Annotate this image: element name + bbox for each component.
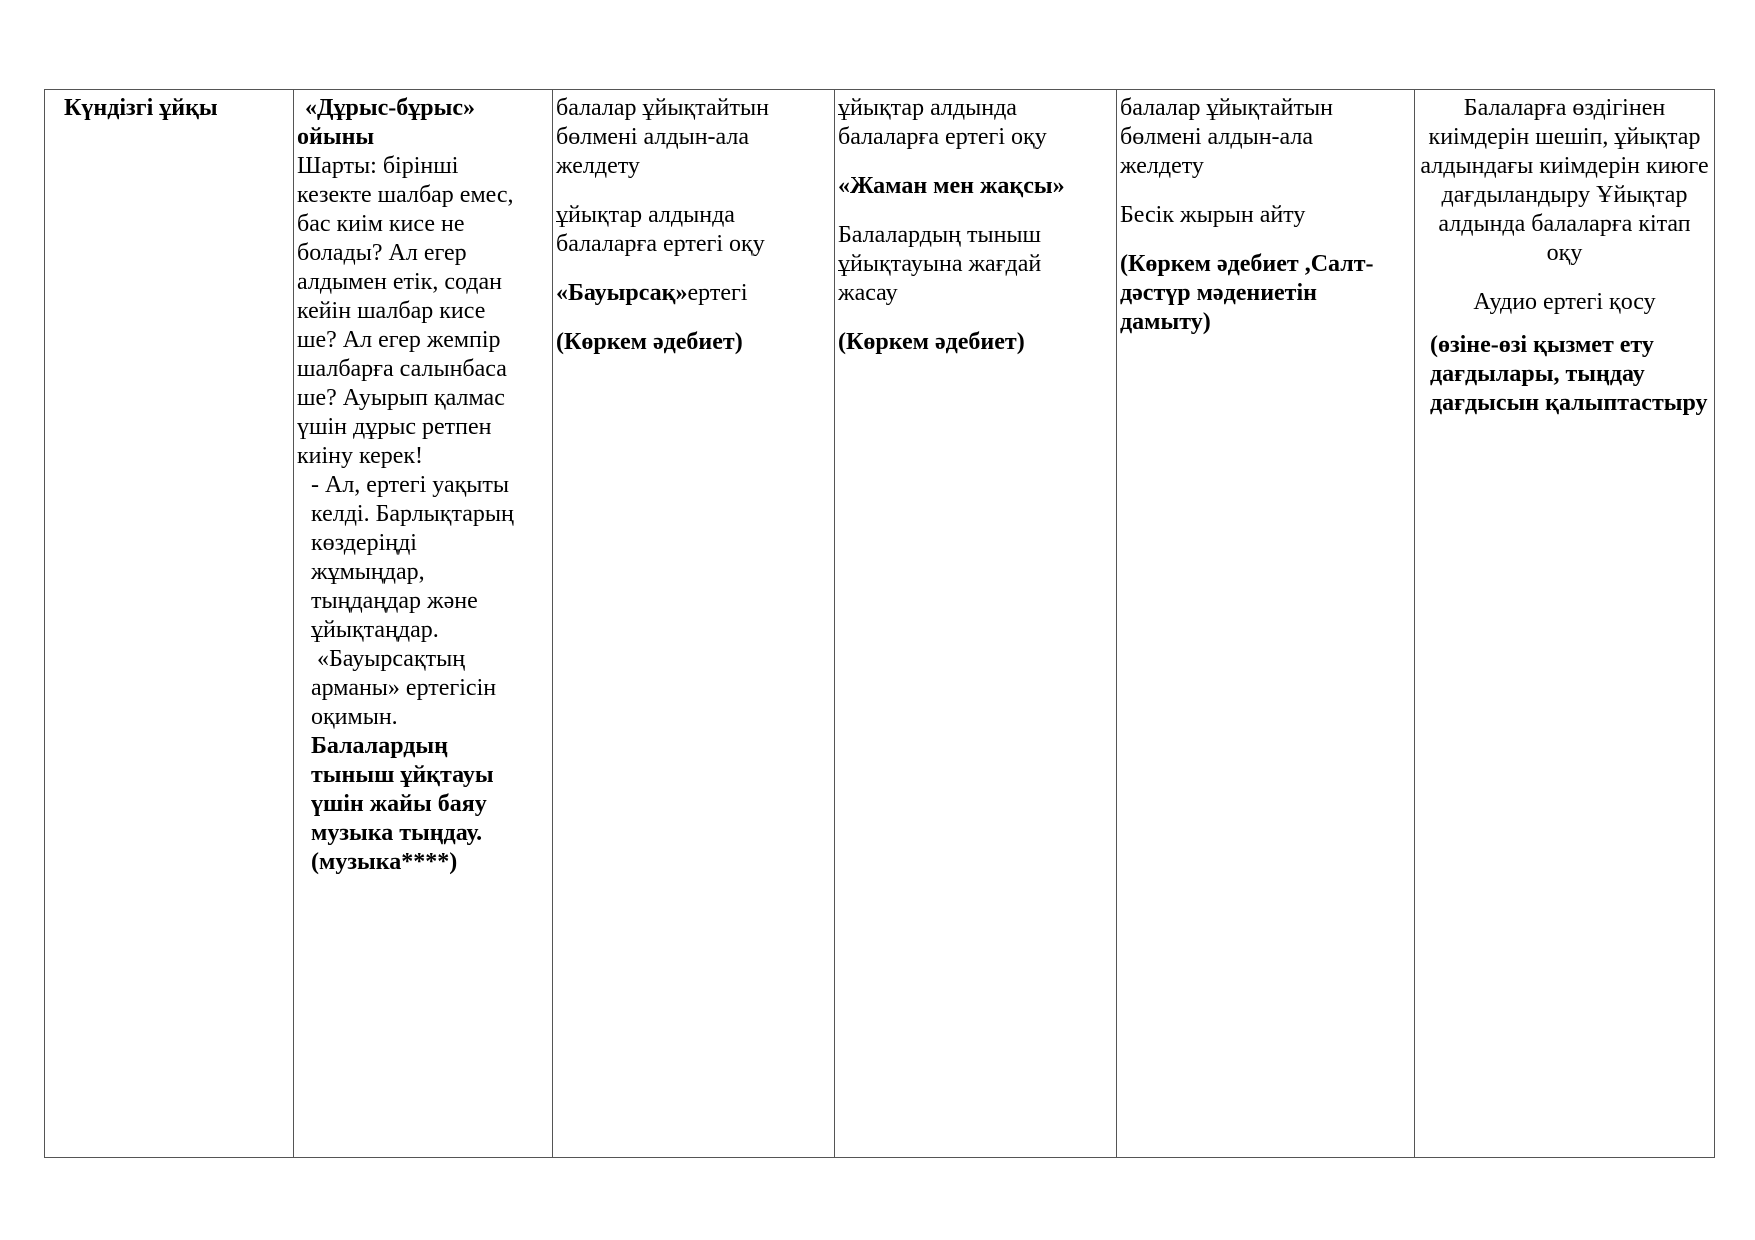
- text-line: балаларға ертегі оқу: [556, 231, 765, 257]
- text-line: арманы» ертегісін: [311, 675, 497, 701]
- thursday-cell: [1415, 90, 1715, 1158]
- text-line: бөлмені алдын-ала: [1120, 124, 1314, 150]
- text-line: - Ал, ертегі уақыты: [311, 472, 510, 498]
- text-line: дағдысын қалыптастыру: [1430, 390, 1708, 416]
- text-line: дәстүр мәдениетін: [1120, 280, 1317, 306]
- reading-note: [556, 201, 831, 259]
- sleep-conditions-note: [838, 221, 1113, 308]
- ventilation-note: [556, 94, 831, 181]
- text-line: (музыка****): [311, 849, 458, 875]
- text-line: (Көркем әдебиет ,Салт-: [1120, 251, 1374, 277]
- table-row: [45, 90, 1715, 1158]
- tale-name: «Бауырсақ»: [556, 280, 688, 306]
- tale-title: «Жаман мен жақсы»: [838, 173, 1065, 199]
- text-line: тыңдаңдар және: [311, 588, 478, 614]
- wednesday-cell: [1117, 90, 1415, 1158]
- monday-cell: [553, 90, 835, 1158]
- text-line: дағдылары, тыңдау: [1430, 361, 1645, 387]
- text-line: желдету: [556, 153, 640, 179]
- text-line: балалар ұйықтайтын: [556, 95, 769, 121]
- text-line: ұйықтар алдында: [838, 95, 1017, 121]
- learning-area: (Көркем әдебиет): [556, 329, 743, 355]
- text-line: жасау: [838, 280, 898, 306]
- text-line: бөлмені алдын-ала: [556, 124, 750, 150]
- text-line: тыныш ұйқтауы: [311, 762, 494, 788]
- text-line: алдымен етік, содан: [297, 269, 502, 295]
- game-title-line: «Дұрыс-бұрыс»: [305, 95, 475, 121]
- text-line: ұйықтаңдар.: [311, 617, 439, 643]
- text-line: «Бауырсақтың: [311, 646, 466, 672]
- ventilation-note: [1120, 94, 1411, 181]
- learning-area: [1120, 250, 1411, 337]
- tuesday-cell: [835, 90, 1117, 1158]
- text-line: балаларға ертегі оқу: [838, 124, 1047, 150]
- text-line: көздеріңді: [311, 530, 417, 556]
- text-line: киімдерін шешіп, ұйықтар: [1428, 124, 1701, 150]
- text-line: жұмыңдар,: [311, 559, 425, 585]
- text-line: кезекте шалбар емес,: [297, 182, 514, 208]
- music-note: [297, 732, 549, 877]
- text-line: Балалардың тыныш: [838, 222, 1042, 248]
- text-line: болады? Ал егер: [297, 240, 467, 266]
- text-line: музыка тыңдау.: [311, 820, 483, 846]
- learning-area: (Көркем әдебиет): [838, 329, 1025, 355]
- text-line: дағдыландыру Ұйықтар: [1441, 182, 1688, 208]
- reading-note: [838, 94, 1113, 152]
- daily-plan-table: [44, 89, 1715, 1158]
- text-line: ше? Ал егер жемпір: [297, 327, 501, 353]
- row-title: Күндізгі ұйқы: [64, 95, 218, 121]
- story-intro: [297, 471, 549, 732]
- text-line: Шарты: бірінші: [297, 153, 459, 179]
- text-line: бас киім кисе не: [297, 211, 465, 237]
- text-line: ше? Ауырып қалмас: [297, 385, 505, 411]
- text-line: алдындағы киімдерін киюге: [1420, 153, 1709, 179]
- text-line: (өзіне-өзі қызмет ету: [1430, 332, 1654, 358]
- text-line: ұйықтар алдында: [556, 202, 735, 228]
- self-care-note: [1418, 94, 1711, 268]
- text-line: алдында балаларға кітап оқу: [1438, 211, 1691, 266]
- text-line: балалар ұйықтайтын: [1120, 95, 1333, 121]
- text-line: киіну керек!: [297, 443, 424, 469]
- text-line: желдету: [1120, 153, 1204, 179]
- text-line: үшін дұрыс ретпен: [297, 414, 492, 440]
- tale-suffix: ертегі: [687, 280, 748, 306]
- text-line: кейін шалбар кисе: [297, 298, 486, 324]
- audio-tale-note: Аудио ертегі қосу: [1473, 289, 1656, 315]
- lullaby-note: Бесік жырын айту: [1120, 202, 1306, 228]
- text-line: Балаларға өздігінен: [1463, 95, 1666, 121]
- text-line: ұйықтауына жағдай: [838, 251, 1042, 277]
- text-line: шалбарға салынбаса: [297, 356, 507, 382]
- row-title-cell: [45, 90, 294, 1158]
- tale-title: [556, 279, 831, 308]
- game-rules: [297, 152, 549, 471]
- text-line: үшін жайы баяу: [311, 791, 487, 817]
- game-title-line: ойыны: [297, 124, 375, 150]
- text-line: дамыту): [1120, 309, 1211, 335]
- text-line: келді. Барлықтарың: [311, 501, 514, 527]
- skills-note: [1418, 331, 1711, 418]
- text-line: Балалардың: [311, 733, 448, 759]
- text-line: оқимын.: [311, 704, 398, 730]
- game-cell: [294, 90, 553, 1158]
